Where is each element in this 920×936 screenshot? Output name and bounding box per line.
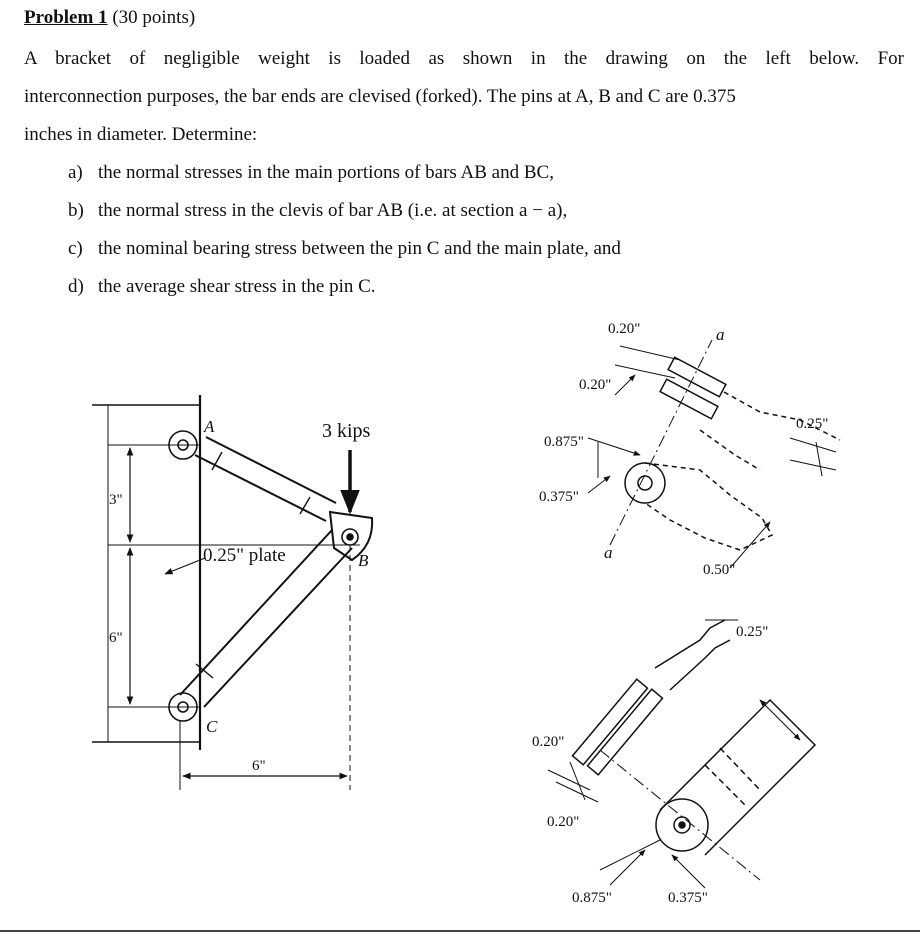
- label-020-bottom-second: 0.20": [547, 814, 580, 830]
- label-dim-horizontal: 6": [252, 758, 266, 774]
- label-020-second: 0.20": [579, 377, 612, 393]
- task-text: the normal stresses in the main portions of bars AB and BC,: [98, 162, 554, 183]
- bottom-divider: [0, 930, 920, 932]
- section-a-a: [610, 340, 712, 545]
- label-020-top: 0.20": [608, 321, 641, 337]
- label-025-top: 0.25": [796, 416, 829, 432]
- intro-line-1: A bracket of negligible weight is loaded as shown in the drawing on the left below. For: [24, 48, 904, 69]
- intro-line-2: interconnection purposes, the bar ends are clevised (forked). The pins at A, B and C are 0.375: [24, 86, 736, 107]
- pin-a-detail: [625, 463, 665, 503]
- problem-label: Problem 1: [24, 7, 108, 28]
- task-text: the normal stress in the clevis of bar AB (i.e. at section a − a),: [98, 200, 568, 221]
- task-marker: a): [68, 162, 83, 183]
- label-dim-lower: 6": [109, 630, 123, 646]
- task-marker: c): [68, 238, 83, 259]
- bracket-drawing: [92, 395, 372, 790]
- label-025-bottom: 0.25": [736, 624, 769, 640]
- task-marker: b): [68, 200, 84, 221]
- label-0875-top: 0.875": [544, 434, 584, 450]
- label-point-b: B: [358, 551, 369, 570]
- clevis-bc-detail: [548, 620, 815, 888]
- label-020-bottom-first: 0.20": [532, 734, 565, 750]
- label-section-a-top: a: [716, 325, 725, 344]
- label-plate: 0.25" plate: [203, 545, 286, 566]
- label-0375-bottom: 0.375": [668, 890, 708, 906]
- label-0875-bottom: 0.875": [572, 890, 612, 906]
- task-text: the average shear stress in the pin C.: [98, 276, 376, 297]
- label-dim-upper: 3": [109, 492, 123, 508]
- label-0375-top: 0.375": [539, 489, 579, 505]
- problem-points: (30 points): [107, 7, 196, 28]
- task-marker: d): [68, 276, 84, 297]
- task-text: the nominal bearing stress between the pin C and the main plate, and: [98, 238, 621, 259]
- clevis-ab-detail: [588, 340, 840, 568]
- label-point-c: C: [206, 717, 218, 736]
- label-point-a: A: [204, 417, 215, 436]
- label-load: 3 kips: [322, 420, 371, 442]
- label-section-a-bottom: a: [604, 543, 613, 562]
- intro-line-3: inches in diameter. Determine:: [24, 124, 258, 145]
- label-050: 0.50": [703, 562, 736, 578]
